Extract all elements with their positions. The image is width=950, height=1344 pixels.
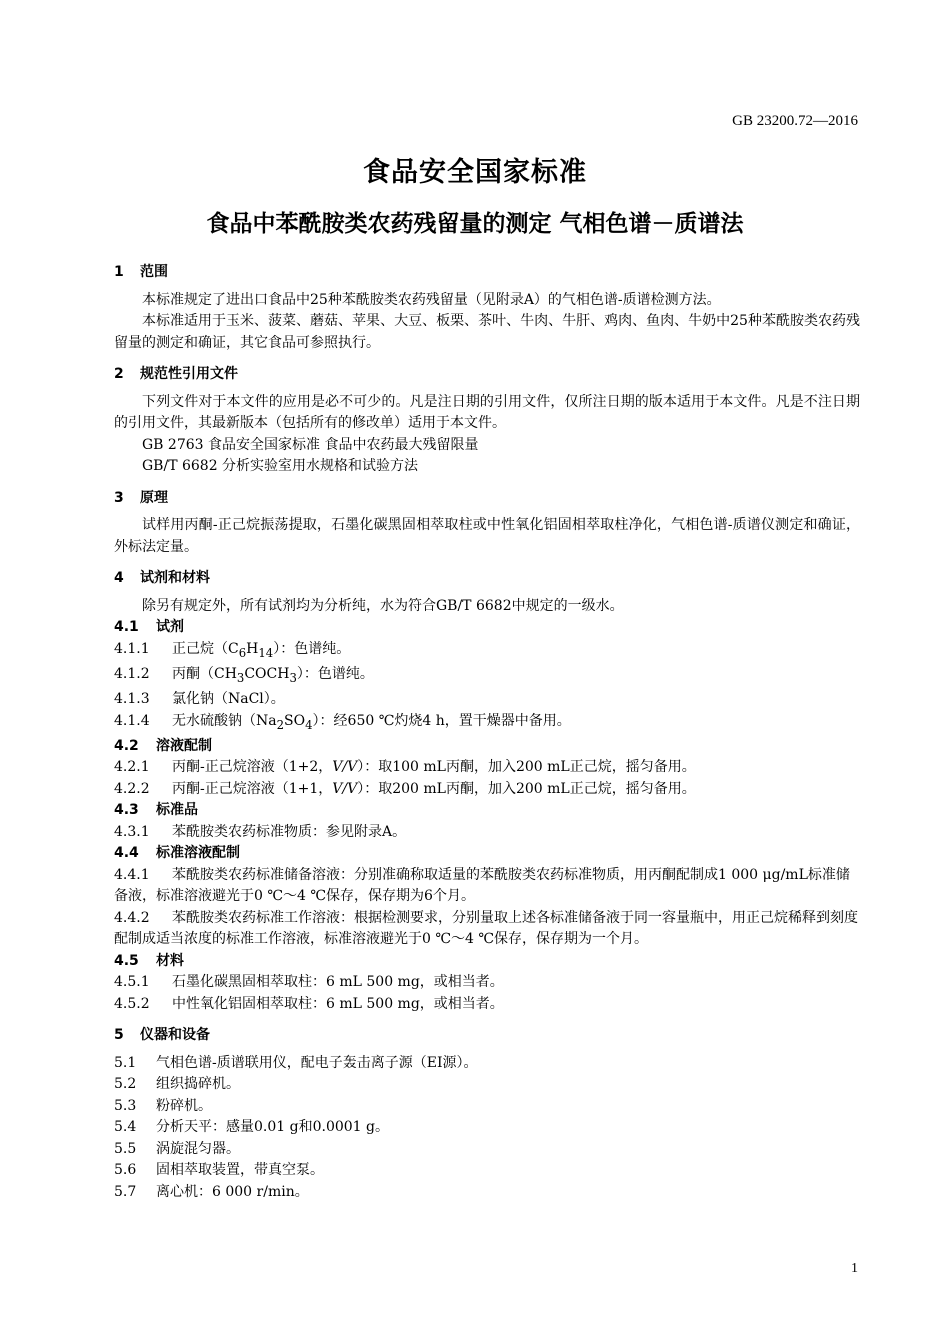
list-item: 4.3.1 苯酰胺类农药标准物质：参见附录A。 <box>114 823 407 840</box>
subsection-heading: 4.3 标准品 <box>114 802 198 819</box>
list-item: 4.1.1 正己烷$(C_6H_{14})$：色谱纯。 <box>114 640 351 660</box>
list-item: 4.1.2 丙酮$(CH_3COCH_3)$：色谱纯。 <box>114 665 374 685</box>
paragraph: 下列文件对于本文件的应用是必不可少的。凡是注日期的引用文件，仅所注日期的版本适用于本文件。凡是不注日期的引用文件，其最新版本（包括所有的修改单）适用于本文件。 <box>114 393 860 431</box>
list-item: 4.5.2 中性氧化铝固相萃取柱：6 mL 500 mg，或相当者。 <box>114 995 504 1012</box>
section-heading: 5 仪器和设备 <box>114 1027 210 1044</box>
section-heading: 1 范围 <box>114 264 168 280</box>
list-item: 4.1.3 氯化钠（NaCl）。 <box>114 691 285 708</box>
list-item: 5.1 气相色谱-质谱联用仪，配电子轰击离子源（EI源）。 <box>114 1054 478 1071</box>
list-item: 5.3 粉碎机。 <box>114 1097 212 1114</box>
subsection-heading: 4.5 材料 <box>114 952 184 969</box>
list-item: 5.2 组织捣碎机。 <box>114 1076 240 1093</box>
list-item: 5.4 分析天平：感量0.01 g和0.0001 g。 <box>114 1119 389 1136</box>
paragraph: 本标准适用于玉米、菠菜、蘑菇、苹果、大豆、板栗、茶叶、牛肉、牛肝、鸡肉、鱼肉、牛奶中25种苯酰胺类农药残留量的测定和确证，其它食品可参照执行。 <box>114 313 860 351</box>
list-item: 4.4.2 苯酰胺类农药标准工作溶液：根据检测要求，分别量取上述各标准储备液于同一容量瓶中，用正己烷稀释到刻度配制成适当浓度的标准工作溶液，标准溶液避光于0 ℃～4 ℃保存，保存期为一个月。 <box>114 909 858 948</box>
list-item: 4.4.1 苯酰胺类农药标准储备溶液：分别准确称取适量的苯酰胺类农药标准物质，用丙酮配制成1 000 μg/mL标准储备液，标准溶液避光于0 ℃～4 ℃保存，保存期为6个月。 <box>114 866 850 905</box>
document-body <box>114 258 860 1203</box>
section-heading: 3 原理 <box>114 489 168 506</box>
reference-item: GB 2763 食品安全国家标准 食品中农药最大残留限量 <box>142 436 479 453</box>
list-item: 4.5.1 石墨化碳黑固相萃取柱：6 mL 500 mg，或相当者。 <box>114 974 504 991</box>
reference-item: GB/T 6682 分析实验室用水规格和试验方法 <box>142 458 419 474</box>
subsection-heading: 4.4 标准溶液配制 <box>114 845 240 862</box>
list-item: 4.2.1 丙酮-正己烷溶液（1+2，V/V）：取100 mL丙酮，加入200 mL正己烷，摇匀备用。 <box>114 759 696 776</box>
paragraph: 本标准规定了进出口食品中25种苯酰胺类农药残留量（见附录A）的气相色谱-质谱检测方法。 <box>142 291 721 308</box>
list-item: 4.2.2 丙酮-正己烷溶液（1+1，V/V）：取200 mL丙酮，加入200 mL正己烷，摇匀备用。 <box>114 780 696 797</box>
paragraph: 试样用丙酮-正己烷振荡提取，石墨化碳黑固相萃取柱或中性氧化铝固相萃取柱净化，气相色谱-质谱仪测定和确证，外标法定量。 <box>114 517 860 555</box>
section-heading: 2 规范性引用文件 <box>114 366 238 382</box>
list-item: 4.1.4 无水硫酸钠$(Na_2SO_4)$：经650 ℃灼烧4 h，置干燥器中备用。 <box>114 712 571 732</box>
section-heading: 4 试剂和材料 <box>114 570 210 586</box>
standard-number: GB 23200.72—2016 <box>732 113 858 129</box>
subsection-heading: 4.1 试剂 <box>114 619 184 635</box>
list-item: 5.7 离心机：6 000 r/min。 <box>114 1183 309 1200</box>
page-number: 1 <box>851 1261 858 1276</box>
document-title: 食品安全国家标准 <box>363 157 587 188</box>
list-item: 5.5 涡旋混匀器。 <box>114 1140 240 1157</box>
subsection-heading: 4.2 溶液配制 <box>114 737 212 754</box>
list-item: 5.6 固相萃取装置，带真空泵。 <box>114 1162 324 1179</box>
paragraph: 除另有规定外，所有试剂均为分析纯，水为符合GB/T 6682中规定的一级水。 <box>142 597 624 614</box>
document-subtitle: 食品中苯酰胺类农药残留量的测定 气相色谱－质谱法 <box>206 211 744 237</box>
